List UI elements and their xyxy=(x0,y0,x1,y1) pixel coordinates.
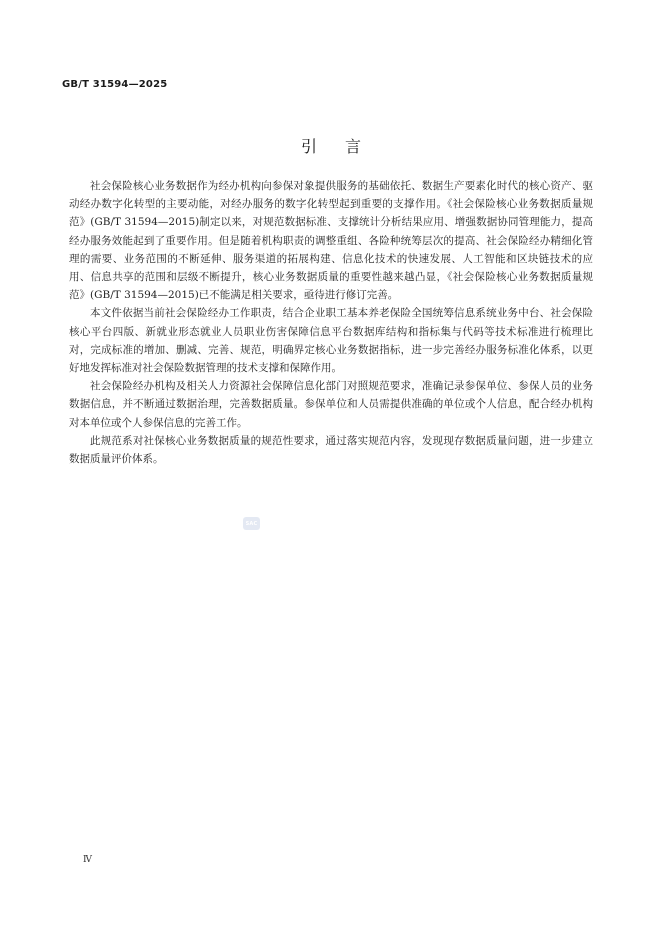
introduction-body xyxy=(69,177,593,468)
page-number: Ⅳ xyxy=(83,855,92,865)
paragraph-3: 社会保险经办机构及相关人力资源社会保障信息化部门对照规范要求，准确记录参保单位、参保人员的业务数据信息，并不断通过数据治理，完善数据质量。参保单位和人员需提供准确的单位或个人信息，配合经办机构对本单位或个人参保信息的完善工作。 xyxy=(69,380,593,429)
watermark-logo-text: SAC xyxy=(245,520,258,527)
paragraph-2: 本文件依据当前社会保险经办工作职责，结合企业职工基本养老保险全国统筹信息系统业务中台、社会保险核心平台四版、新就业形态就业人员职业伤害保障信息平台数据库结构和指标集与代码等技术标准进行梳理比对，完成标准的增加、删减、完善、规范，明确界定核心业务数据指标，进一步完善经办服务标准化体系，以更好地发挥标准对社会保险数据管理的技术支撑和保障作用。 xyxy=(69,307,593,375)
standard-code: GB/T 31594—2025 xyxy=(62,79,168,90)
section-title: 引言 xyxy=(300,137,389,156)
paragraph-1: 社会保险核心业务数据作为经办机构向参保对象提供服务的基础依托、数据生产要素化时代的核心资产、驱动经办数字化转型的主要动能，对经办服务的数字化转型起到重要的支撑作用。《社会保险核心业务数据质量规范》(GB/T 31594—2015)制定以来，对规范数据标准、支撑统计分析结果应用、增强数据协同管理能力，提高经办服务效能起到了重要作用。但是随着机构职责的调整重组、各险种统筹层次的提高、社会保险经办精细化管理的需要、业务范围的不断延伸、服务渠道的拓展构建、信息化技术的快速发展、人工智能和区块链技术的应用、信息共享的范围和层级不断提升，核心业务数据质量的重要性越来越凸显，《社会保险核心业务数据质量规范》(GB/T 31594—2015)已不能满足相关要求，亟待进行修订完善。 xyxy=(69,180,593,302)
paragraph-4: 此规范系对社保核心业务数据质量的规范性要求，通过落实规范内容，发现现存数据质量问题，进一步建立数据质量评价体系。 xyxy=(69,434,593,466)
watermark-logo xyxy=(243,517,260,530)
